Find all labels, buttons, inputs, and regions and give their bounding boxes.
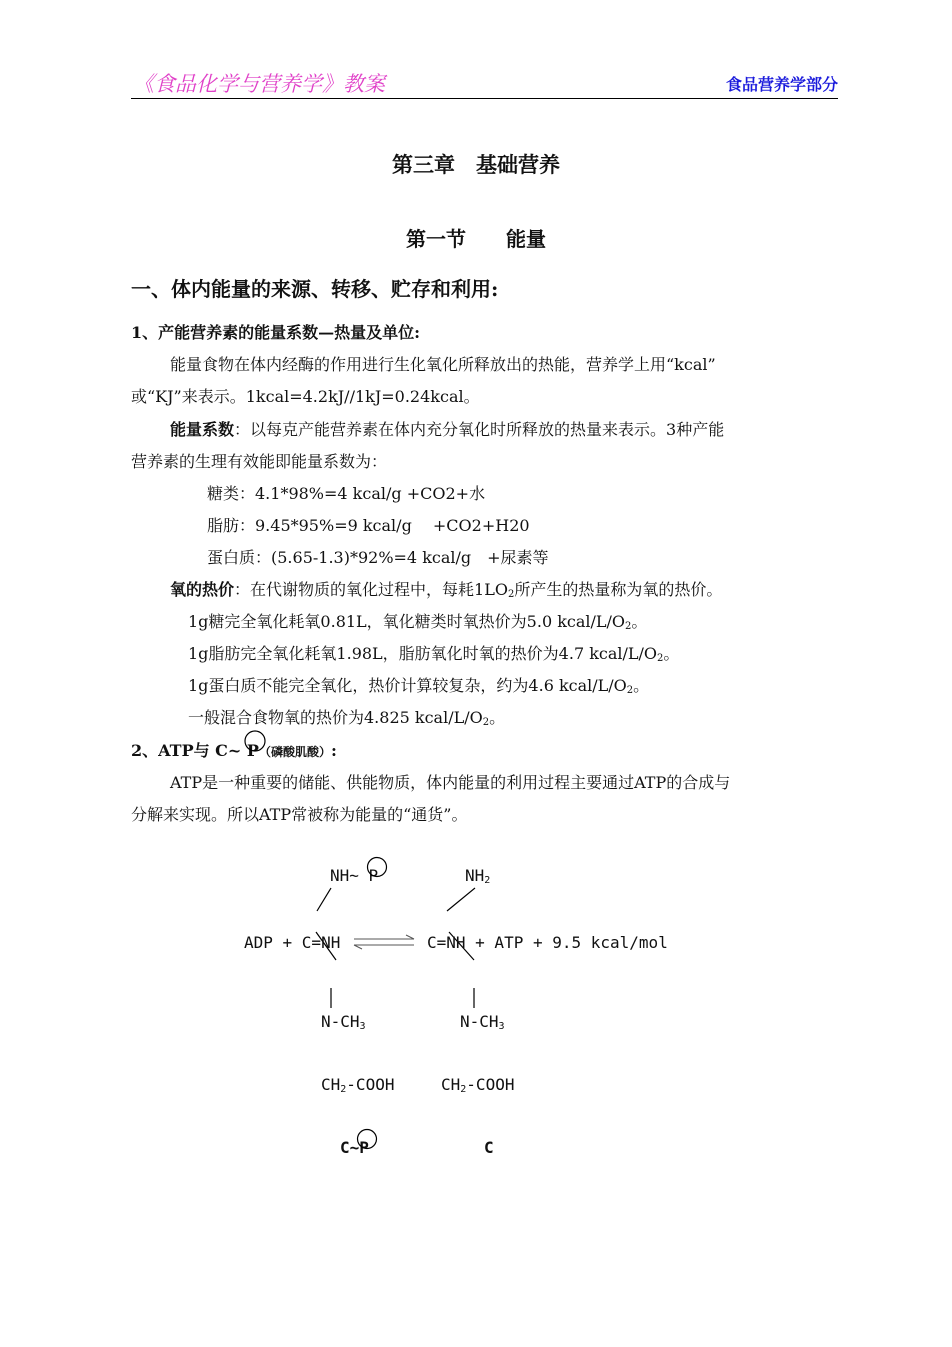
- phosphate-letter: P: [246, 741, 259, 760]
- oxygen-item-text: 一般混合食物氧的热价为4.825 kcal/L/O: [188, 708, 483, 727]
- subheading-atp-colon: :: [330, 741, 337, 760]
- adp-side: ADP + C=NH: [244, 933, 341, 952]
- subscript: 2: [460, 1084, 467, 1095]
- header-left-title: 《食品化学与营养学》教案: [133, 72, 385, 96]
- subheading-atp-note: （磷酸肌酸）: [258, 745, 331, 759]
- n-ch3-text: N-CH: [460, 1012, 499, 1031]
- subscript: 2: [340, 1084, 347, 1095]
- ch2-text: CH: [441, 1075, 461, 1094]
- creatine-phosphate-label: [340, 1138, 369, 1157]
- n-ch3-right: [460, 1012, 505, 1032]
- bond-line: [447, 888, 475, 911]
- subheading-atp-text: 2、ATP与 C~: [131, 741, 247, 760]
- subheading-energy-coefficient: 1、产能营养素的能量系数—热量及单位:: [131, 323, 421, 342]
- coefficient-item: 糖类：4.1*98%=4 kcal/g +CO2+水: [207, 484, 486, 503]
- subscript: 3: [498, 1021, 505, 1032]
- chapter-title: 第三章 基础营养: [392, 152, 560, 177]
- oxygen-heat-text: 所产生的热量称为氧的热价。: [514, 580, 723, 599]
- n-ch3-left: [321, 1012, 366, 1032]
- nh2-label: NH: [465, 866, 485, 885]
- oxygen-heat-label: 氧的热价: [170, 580, 235, 599]
- n-ch3-text: N-CH: [321, 1012, 360, 1031]
- header-right-title: 食品营养学部分: [725, 75, 838, 94]
- oxygen-item-text: 1g脂肪完全氧化耗氧1.98L，脂肪氧化时氧的热价为4.7 kcal/L/O: [188, 644, 658, 663]
- phosphate-letter: P: [368, 866, 379, 885]
- subscript: 2: [625, 621, 632, 632]
- cooh-text: -COOH: [466, 1075, 515, 1094]
- section-title: 第一节 能量: [406, 227, 546, 251]
- oxygen-item-text: 1g蛋白质不能完全氧化，热价计算较复杂，约为4.6 kcal/L/O: [188, 676, 627, 695]
- c-label: C~: [340, 1138, 360, 1157]
- creatine-label: C: [484, 1138, 494, 1157]
- oxygen-item-text: 。: [631, 612, 648, 631]
- subscript: 2: [657, 653, 664, 664]
- paragraph-line: ATP是一种重要的储能、供能物质，体内能量的利用过程主要通过ATP的合成与: [170, 773, 731, 792]
- oxygen-item-text: 1g糖完全氧化耗氧0.81L，氧化糖类时氧热价为5.0 kcal/L/O: [188, 612, 626, 631]
- oxygen-item-text: 。: [663, 644, 680, 663]
- oxygen-heat-text: ：在代谢物质的氧化过程中，每耗1LO: [234, 580, 508, 599]
- paragraph-line: 能量食物在体内经酶的作用进行生化氧化所释放出的热能，营养学上用“kcal”: [170, 355, 716, 374]
- ch2-cooh-left: [321, 1075, 394, 1095]
- oxygen-item-text: 。: [633, 676, 650, 695]
- equilibrium-arrow-head: [354, 945, 362, 949]
- ch2-cooh-right: [441, 1075, 514, 1095]
- bond-line: [317, 888, 331, 911]
- coefficient-item: 蛋白质：(5.65-1.3)*92%=4 kcal/g +尿素等: [207, 548, 549, 567]
- paragraph-line: 营养素的生理有效能即能量系数为：: [131, 452, 388, 471]
- energy-coefficient-label: 能量系数: [170, 420, 235, 439]
- subscript: 3: [359, 1021, 366, 1032]
- atp-side: C=NH + ATP + 9.5 kcal/mol: [427, 933, 668, 952]
- nh-label: NH~: [330, 866, 369, 885]
- ch2-text: CH: [321, 1075, 341, 1094]
- phosphate-symbol: [359, 1138, 369, 1157]
- cooh-text: -COOH: [346, 1075, 395, 1094]
- paragraph-line: 分解来实现。所以ATP常被称为能量的“通货”。: [131, 805, 468, 824]
- equilibrium-arrow-head: [406, 935, 414, 939]
- subscript: 2: [482, 717, 490, 728]
- oxygen-item-text: 。: [489, 708, 506, 727]
- phosphate-circle-icon: [356, 1128, 378, 1150]
- coefficient-item: 脂肪：9.45*95%=9 kcal/g +CO2+H20: [207, 516, 530, 535]
- energy-coefficient-text: ：以每克产能营养素在体内充分氧化时所释放的热量来表示。3种产能: [234, 420, 725, 439]
- phosphate-letter: P: [359, 1138, 369, 1157]
- heading-energy-source: 一、体内能量的来源、转移、贮存和利用:: [131, 277, 499, 301]
- subscript: 2: [484, 875, 491, 886]
- paragraph-line: 或“KJ”来表示。1kcal=4.2kJ//1kJ=0.24kcal。: [131, 387, 480, 406]
- subscript: 2: [626, 685, 634, 696]
- subscript: 2: [507, 589, 515, 600]
